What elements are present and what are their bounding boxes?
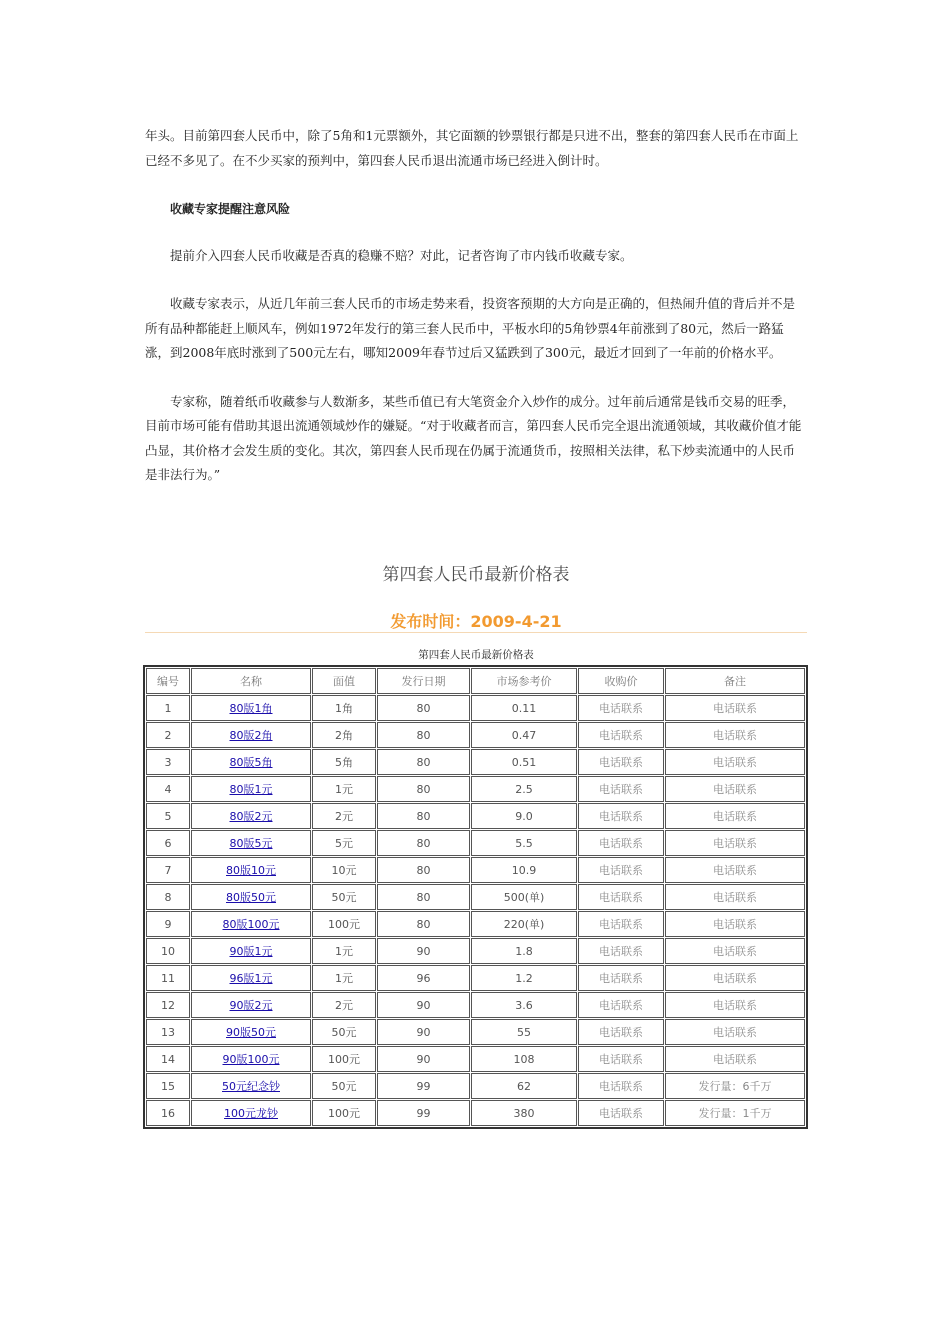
row-market-price: 108 (471, 1046, 577, 1072)
row-number: 1 (146, 695, 190, 721)
row-number: 7 (146, 857, 190, 883)
header-market-price: 市场参考价 (471, 668, 577, 694)
table-row (146, 911, 805, 937)
row-purchase-price: 电话联系 (578, 938, 664, 964)
row-remarks: 电话联系 (665, 884, 805, 910)
row-denomination: 2元 (312, 992, 376, 1018)
row-issue-date: 90 (377, 992, 470, 1018)
row-remarks: 电话联系 (665, 695, 805, 721)
row-remarks: 发行量：6千万 (665, 1073, 805, 1099)
row-remarks: 电话联系 (665, 722, 805, 748)
row-issue-date: 80 (377, 695, 470, 721)
row-purchase-price: 电话联系 (578, 1019, 664, 1045)
row-name-cell (191, 803, 311, 829)
row-remarks: 电话联系 (665, 911, 805, 937)
article-paragraph-4: 专家称，随着纸币收藏参与人数渐多，某些币值已有大笔资金介入炒作的成分。过年前后通常是钱币交易的旺季，目前市场可能有借助其退出流通领域炒作的嫌疑。“对于收藏者而言，第四套人民币完全退出流通领域，其收藏价值才能凸显，其价格才会发生质的变化。其次，第四套人民币现在仍属于流通货币，按照相关法律，私下炒卖流通中的人民币是非法行为。” (145, 393, 802, 482)
row-remarks: 电话联系 (665, 857, 805, 883)
row-market-price: 9.0 (471, 803, 577, 829)
table-row (146, 938, 805, 964)
row-issue-date: 80 (377, 857, 470, 883)
row-market-price: 380 (471, 1100, 577, 1126)
row-name-link[interactable]: 80版1元 (229, 783, 273, 796)
row-denomination: 1元 (312, 965, 376, 991)
row-denomination: 1元 (312, 938, 376, 964)
row-purchase-price: 电话联系 (578, 749, 664, 775)
header-number: 编号 (146, 668, 190, 694)
row-issue-date: 80 (377, 803, 470, 829)
row-issue-date: 99 (377, 1073, 470, 1099)
row-number: 16 (146, 1100, 190, 1126)
row-name-cell (191, 1100, 311, 1126)
table-row (146, 776, 805, 802)
row-name-cell (191, 1019, 311, 1045)
row-name-cell (191, 965, 311, 991)
row-name-link[interactable]: 90版2元 (229, 999, 273, 1012)
row-name-cell (191, 992, 311, 1018)
row-name-cell (191, 695, 311, 721)
row-purchase-price: 电话联系 (578, 695, 664, 721)
row-name-link[interactable]: 90版100元 (222, 1053, 280, 1066)
row-number: 9 (146, 911, 190, 937)
row-denomination: 5元 (312, 830, 376, 856)
row-number: 4 (146, 776, 190, 802)
row-purchase-price: 电话联系 (578, 722, 664, 748)
header-name: 名称 (191, 668, 311, 694)
table-row (146, 722, 805, 748)
row-market-price: 0.11 (471, 695, 577, 721)
row-issue-date: 96 (377, 965, 470, 991)
row-market-price: 1.2 (471, 965, 577, 991)
row-market-price: 220(单) (471, 911, 577, 937)
row-name-cell (191, 776, 311, 802)
row-purchase-price: 电话联系 (578, 776, 664, 802)
row-issue-date: 99 (377, 1100, 470, 1126)
row-remarks: 电话联系 (665, 830, 805, 856)
row-market-price: 2.5 (471, 776, 577, 802)
row-number: 8 (146, 884, 190, 910)
row-name-link[interactable]: 50元纪念钞 (222, 1080, 280, 1093)
table-row (146, 695, 805, 721)
row-remarks: 电话联系 (665, 749, 805, 775)
release-date: 发布时间：2009-4-21 (390, 612, 562, 631)
article-paragraph-3: 收藏专家表示，从近几年前三套人民币的市场走势来看，投资客预期的大方向是正确的，但热闹升值的背后并不是所有品种都能赶上顺风车，例如1972年发行的第三套人民币中，平板水印的5角钞票4年前涨到了80元，然后一路猛涨，到2008年底时涨到了500元左右，哪知2009年春节过后又猛跌到了300元，最近才回到了一年前的价格水平。 (145, 296, 796, 360)
row-purchase-price: 电话联系 (578, 857, 664, 883)
row-issue-date: 90 (377, 1019, 470, 1045)
table-row (146, 749, 805, 775)
row-number: 15 (146, 1073, 190, 1099)
row-name-cell (191, 857, 311, 883)
row-name-link[interactable]: 80版5角 (229, 756, 273, 769)
article-paragraph-1: 年头。目前第四套人民币中，除了5角和1元票额外，其它面额的钞票银行都是只进不出，整套的第四套人民币在市面上已经不多见了。在不少买家的预判中，第四套人民币退出流通市场已经进入倒计时。 (145, 128, 799, 168)
row-name-cell (191, 1046, 311, 1072)
section-heading: 收藏专家提醒注意风险 (170, 202, 291, 216)
row-remarks: 电话联系 (665, 965, 805, 991)
row-market-price: 10.9 (471, 857, 577, 883)
row-issue-date: 80 (377, 884, 470, 910)
table-caption: 第四套人民币最新价格表 (418, 649, 534, 661)
row-market-price: 62 (471, 1073, 577, 1099)
row-issue-date: 90 (377, 938, 470, 964)
row-name-link[interactable]: 80版100元 (222, 918, 280, 931)
row-name-link[interactable]: 80版1角 (229, 702, 273, 715)
row-issue-date: 80 (377, 776, 470, 802)
row-purchase-price: 电话联系 (578, 1100, 664, 1126)
row-market-price: 55 (471, 1019, 577, 1045)
row-number: 5 (146, 803, 190, 829)
row-market-price: 500(单) (471, 884, 577, 910)
row-number: 3 (146, 749, 190, 775)
row-remarks: 电话联系 (665, 992, 805, 1018)
row-name-link[interactable]: 80版5元 (229, 837, 273, 850)
table-row (146, 965, 805, 991)
row-name-link[interactable]: 80版2元 (229, 810, 273, 823)
row-issue-date: 80 (377, 722, 470, 748)
price-table (143, 665, 808, 1129)
article-paragraph-2: 提前介入四套人民币收藏是否真的稳赚不赔？对此，记者咨询了市内钱币收藏专家。 (170, 247, 633, 263)
row-name-link[interactable]: 90版50元 (226, 1026, 276, 1039)
row-market-price: 3.6 (471, 992, 577, 1018)
row-name-cell (191, 911, 311, 937)
divider (145, 632, 807, 633)
table-row (146, 803, 805, 829)
table-row (146, 884, 805, 910)
article-body (145, 124, 807, 512)
row-number: 2 (146, 722, 190, 748)
row-remarks: 电话联系 (665, 1019, 805, 1045)
header-issue-date: 发行日期 (377, 668, 470, 694)
row-issue-date: 80 (377, 749, 470, 775)
row-purchase-price: 电话联系 (578, 992, 664, 1018)
row-denomination: 10元 (312, 857, 376, 883)
row-issue-date: 80 (377, 911, 470, 937)
row-name-cell (191, 884, 311, 910)
row-remarks: 电话联系 (665, 938, 805, 964)
row-denomination: 1元 (312, 776, 376, 802)
row-denomination: 50元 (312, 884, 376, 910)
header-denomination: 面值 (312, 668, 376, 694)
row-number: 14 (146, 1046, 190, 1072)
header-purchase-price: 收购价 (578, 668, 664, 694)
table-row (146, 857, 805, 883)
table-row (146, 992, 805, 1018)
row-issue-date: 80 (377, 830, 470, 856)
table-header-row (146, 668, 805, 694)
row-purchase-price: 电话联系 (578, 1073, 664, 1099)
row-remarks: 电话联系 (665, 1046, 805, 1072)
row-purchase-price: 电话联系 (578, 965, 664, 991)
row-number: 10 (146, 938, 190, 964)
row-market-price: 5.5 (471, 830, 577, 856)
header-remarks: 备注 (665, 668, 805, 694)
row-denomination: 2角 (312, 722, 376, 748)
row-remarks: 发行量：1千万 (665, 1100, 805, 1126)
row-market-price: 1.8 (471, 938, 577, 964)
row-denomination: 50元 (312, 1019, 376, 1045)
row-remarks: 电话联系 (665, 776, 805, 802)
row-name-link[interactable]: 80版10元 (226, 864, 276, 877)
row-purchase-price: 电话联系 (578, 1046, 664, 1072)
row-purchase-price: 电话联系 (578, 884, 664, 910)
row-name-link[interactable]: 96版1元 (229, 972, 273, 985)
row-name-link[interactable]: 90版1元 (229, 945, 273, 958)
row-denomination: 1角 (312, 695, 376, 721)
row-market-price: 0.51 (471, 749, 577, 775)
table-row (146, 1100, 805, 1126)
row-name-cell (191, 1073, 311, 1099)
row-denomination: 5角 (312, 749, 376, 775)
row-number: 13 (146, 1019, 190, 1045)
row-number: 11 (146, 965, 190, 991)
row-number: 6 (146, 830, 190, 856)
row-issue-date: 90 (377, 1046, 470, 1072)
row-remarks: 电话联系 (665, 803, 805, 829)
row-market-price: 0.47 (471, 722, 577, 748)
row-name-link[interactable]: 80版50元 (226, 891, 276, 904)
row-purchase-price: 电话联系 (578, 830, 664, 856)
row-name-cell (191, 938, 311, 964)
row-denomination: 2元 (312, 803, 376, 829)
row-name-cell (191, 722, 311, 748)
table-row (146, 1019, 805, 1045)
row-denomination: 100元 (312, 911, 376, 937)
row-name-cell (191, 749, 311, 775)
table-row (146, 830, 805, 856)
table-row (146, 1073, 805, 1099)
row-name-link[interactable]: 80版2角 (229, 729, 273, 742)
row-denomination: 100元 (312, 1100, 376, 1126)
row-name-cell (191, 830, 311, 856)
row-purchase-price: 电话联系 (578, 911, 664, 937)
row-name-link[interactable]: 100元龙钞 (224, 1107, 278, 1120)
table-row (146, 1046, 805, 1072)
row-number: 12 (146, 992, 190, 1018)
row-purchase-price: 电话联系 (578, 803, 664, 829)
row-denomination: 100元 (312, 1046, 376, 1072)
row-denomination: 50元 (312, 1073, 376, 1099)
price-table-title: 第四套人民币最新价格表 (382, 565, 570, 585)
